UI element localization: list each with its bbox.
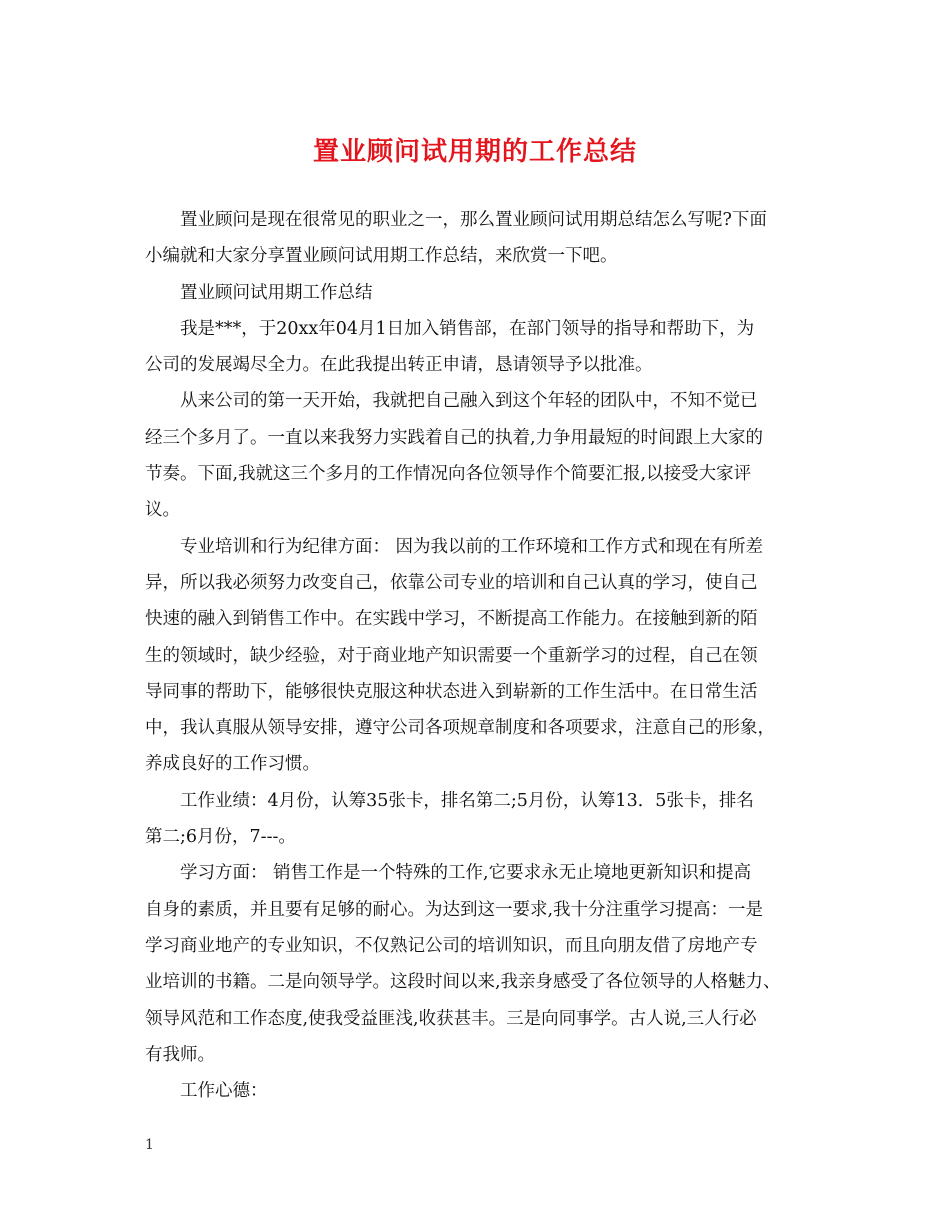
text-line: 工作心德： bbox=[180, 1081, 268, 1102]
text-line: 中，我认真服从领导安排，遵守公司各项规章制度和各项要求，注意自己的形象， bbox=[145, 718, 775, 739]
document-title: 置业顾问试用期的工作总结 bbox=[312, 137, 637, 167]
text-line: 从来公司的第一天开始，我就把自己融入到这个年轻的团队中，不知不觉已 bbox=[180, 391, 758, 412]
text-line: 经三个多月了。一直以来我努力实践着自己的执着,力争用最短的时间跟上大家的 bbox=[145, 427, 764, 448]
section-heading: 置业顾问试用期工作总结 bbox=[180, 282, 373, 303]
text-line: 业培训的书籍。二是向领导学。这段时间以来,我亲身感受了各位领导的人格魅力、 bbox=[145, 972, 781, 993]
page-number: 1 bbox=[145, 1137, 154, 1153]
document-body bbox=[145, 202, 810, 1109]
text-line: 专业培训和行为纪律方面： 因为我以前的工作环境和工作方式和现在有所差 bbox=[180, 536, 764, 557]
text-line: 异，所以我必须努力改变自己，依靠公司专业的培训和自己认真的学习，使自己 bbox=[145, 572, 758, 593]
text-line: 小编就和大家分享置业顾问试用期工作总结，来欣赏一下吧。 bbox=[145, 246, 618, 267]
text-line: 工作业绩：4月份，认筹35张卡，排名第二;5月份，认筹13．5张卡，排名 bbox=[180, 790, 754, 811]
text-line: 置业顾问是现在很常见的职业之一，那么置业顾问试用期总结怎么写呢?下面 bbox=[180, 210, 767, 230]
text-line: 自身的素质，并且要有足够的耐心。为达到这一要求,我十分注重学习提高：一是 bbox=[145, 899, 764, 920]
text-line: 公司的发展竭尽全力。在此我提出转正申请，恳请领导予以批准。 bbox=[145, 355, 653, 376]
text-line: 养成良好的工作习惯。 bbox=[145, 754, 320, 775]
text-line: 生的领域时，缺少经验，对于商业地产知识需要一个重新学习的过程，自己在领 bbox=[145, 645, 758, 666]
text-line: 有我师。 bbox=[145, 1044, 215, 1065]
text-line: 导同事的帮助下，能够很快克服这种状态进入到崭新的工作生活中。在日常生活 bbox=[145, 681, 758, 702]
text-line: 快速的融入到销售工作中。在实践中学习，不断提高工作能力。在接触到新的陌 bbox=[145, 609, 758, 630]
text-line: 议。 bbox=[145, 500, 180, 521]
text-line: 我是***，于20xx年04月1日加入销售部，在部门领导的指导和帮助下，为 bbox=[180, 318, 755, 339]
text-line: 学习商业地产的专业知识，不仅熟记公司的培训知识，而且向朋友借了房地产专 bbox=[145, 935, 758, 956]
text-line: 领导风范和工作态度,使我受益匪浅,收获甚丰。三是向同事学。古人说,三人行必 bbox=[145, 1008, 757, 1029]
text-line: 第二;6月份，7---。 bbox=[145, 827, 296, 848]
text-line: 学习方面： 销售工作是一个特殊的工作,它要求永无止境地更新知识和提高 bbox=[180, 863, 752, 884]
text-line: 节奏。下面,我就这三个多月的工作情况向各位领导作个简要汇报,以接受大家评 bbox=[145, 464, 752, 485]
